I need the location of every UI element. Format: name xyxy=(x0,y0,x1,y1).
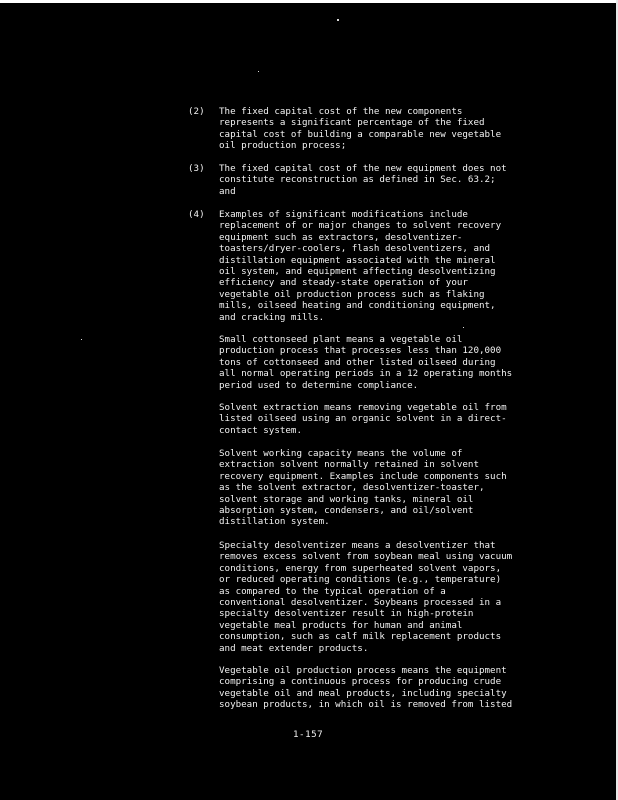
scan-edge-top xyxy=(0,0,618,3)
scan-speck xyxy=(81,339,82,340)
scan-speck xyxy=(463,327,464,328)
definition-paragraph: Solvent working capacity means the volume of extraction solvent normally retained in solvent recovery equipment. Examples include components such as the solvent extractor, desolventizer-toaster, solvent storage and working tanks, mineral oil absorption system, condensers, and oil/solvent distillation system. xyxy=(219,448,507,528)
item-text: The fixed capital cost of the new components represents a significant percentage of the fixed capital cost of building a comparable new vegetable oil production process; xyxy=(219,106,502,152)
list-item xyxy=(188,106,568,152)
list-item xyxy=(188,209,568,323)
item-number: (4) xyxy=(188,209,205,220)
definition-paragraph: Small cottonseed plant means a vegetable oil production process that processes less than 120,000 tons of cottonseed and other listed oilseed during all normal operating periods in a 12 operating months period used to determine compliance. xyxy=(219,334,513,391)
item-number: (3) xyxy=(188,163,205,174)
definition-paragraph: Solvent extraction means removing vegetable oil from listed oilseed using an organic solvent in a direct- contact system. xyxy=(219,402,507,436)
item-text: The fixed capital cost of the new equipment does not constitute reconstruction as defined in Sec. 63.2; and xyxy=(219,163,507,197)
scan-speck xyxy=(258,71,259,72)
scan-speck xyxy=(337,19,339,21)
definition-paragraph: Specialty desolventizer means a desolventizer that removes excess solvent from soybean meal using vacuum conditions, energy from superheated solvent vapors, or reduced operating conditions (e.g., temperature) as compared to the typical operation of a conventional desolventizer. Soybeans processed in a specialty desolventizer result in high-protein vegetable meal products for human and animal consumption, such as calf milk replacement products and meat extender products. xyxy=(219,540,513,654)
item-text: Examples of significant modifications include replacement of or major changes to solvent recovery equipment such as extractors, desolventizer- toasters/dryer-coolers, flash desolventizers, and distillation equipment associated with the mineral oil system, and equipment affecting desolventizing efficiency and steady-state operation of your vegetable oil production process such as flaking mills, oilseed heating and conditioning equipment, and cracking mills. xyxy=(219,209,502,323)
page-number: 1-157 xyxy=(293,729,324,740)
list-item xyxy=(188,163,568,197)
definition-paragraph: Vegetable oil production process means the equipment comprising a continuous process for producing crude vegetable oil and meal products, including specialty soybean products, in which oil is removed from listed xyxy=(219,665,513,711)
item-number: (2) xyxy=(188,106,205,117)
